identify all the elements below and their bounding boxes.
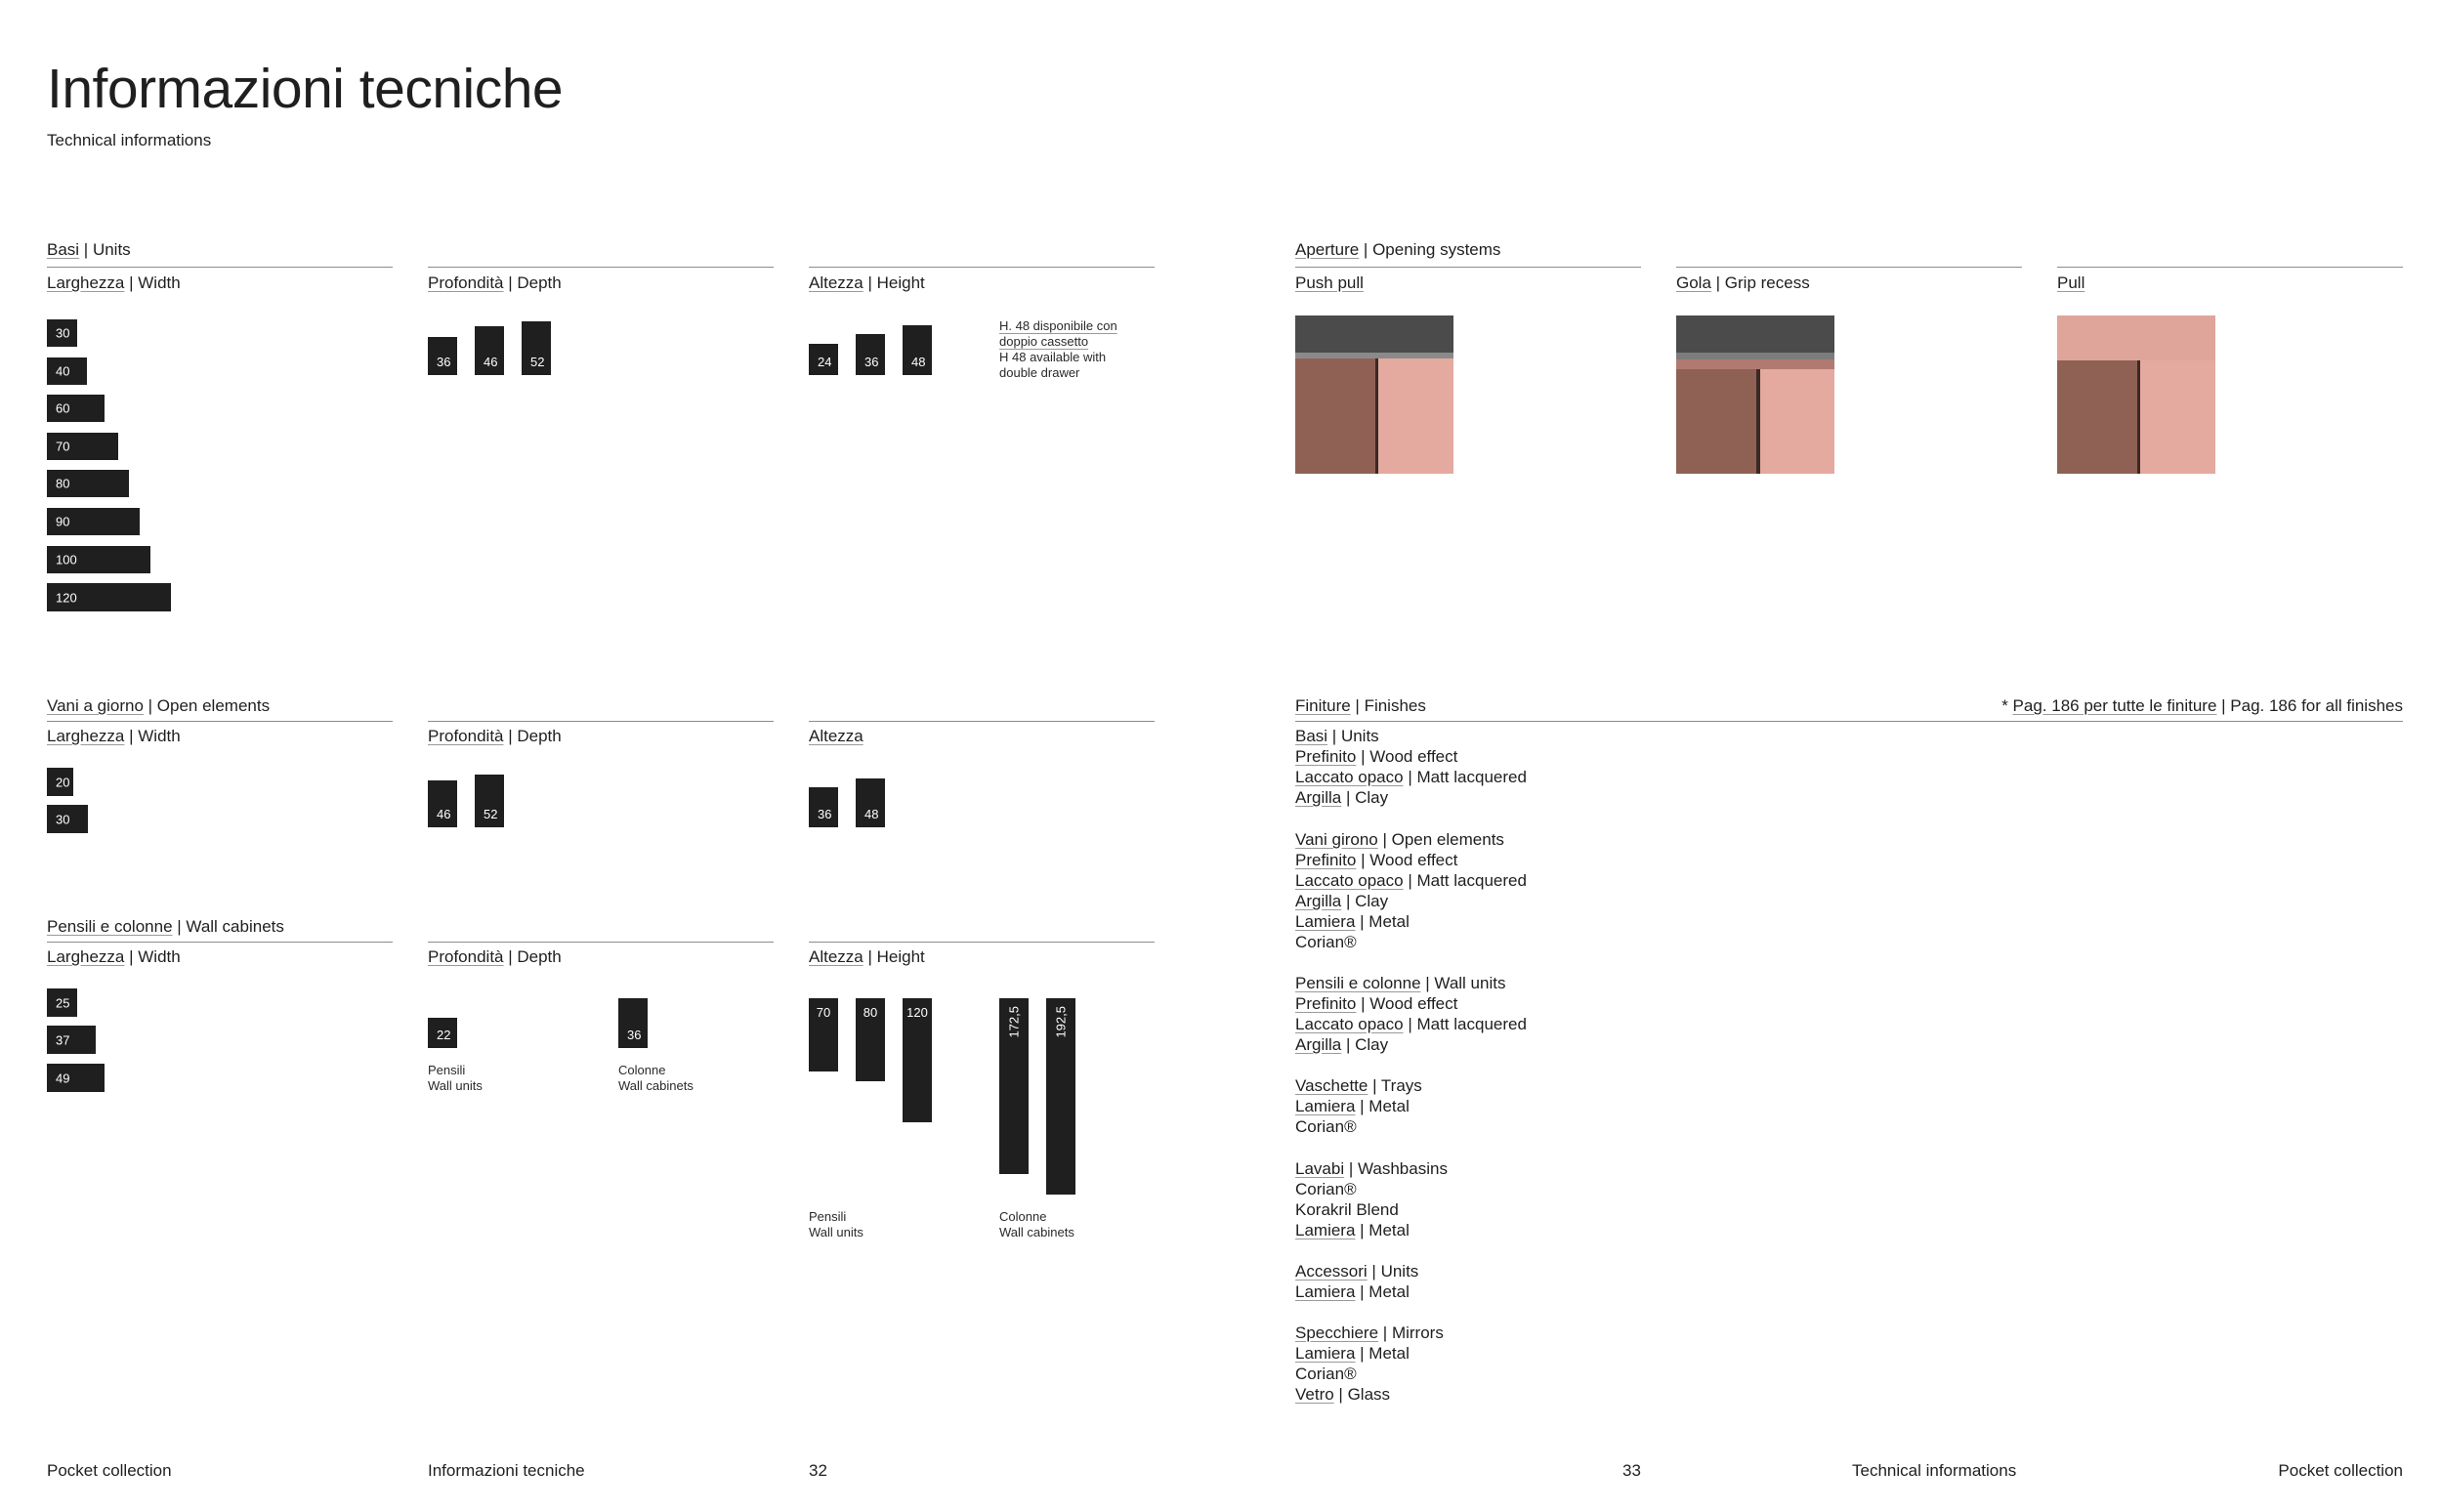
opening-heading: Aperture | Opening systems	[1295, 240, 1501, 259]
separator: |	[1355, 1097, 1369, 1115]
wall-height-bar	[856, 998, 885, 1081]
depth-label-en: Depth	[517, 947, 562, 966]
separator: |	[1377, 830, 1392, 849]
finishes-divider	[1295, 721, 2403, 722]
depth-label-en: Depth	[517, 727, 562, 745]
height-note-line: double drawer	[999, 365, 1080, 380]
finish-item-it: Laccato opaco	[1295, 768, 1404, 786]
finish-group-title-it: Vaschette	[1295, 1076, 1368, 1095]
open-height-value: 48	[864, 807, 879, 821]
page-subtitle: Technical informations	[47, 131, 212, 149]
unit-width-value: 40	[56, 363, 70, 379]
grip-heading: Gola | Grip recess	[1676, 273, 1810, 292]
opening-divider	[1295, 267, 1641, 268]
swatch-top	[1295, 315, 1453, 353]
unit-height-bar	[809, 344, 838, 375]
finish-group-title-it: Lavabi	[1295, 1159, 1345, 1178]
finish-group-title	[1295, 1261, 1881, 1281]
finish-item-it: Vetro	[1295, 1385, 1334, 1404]
width-label-it: Larghezza	[47, 727, 125, 745]
finish-item-en: Clay	[1355, 1035, 1389, 1054]
finish-item-en: Wood effect	[1369, 747, 1458, 766]
height-label-en: Height	[876, 947, 925, 966]
finish-item	[1295, 746, 1881, 767]
separator: |	[1341, 788, 1356, 807]
grip-divider	[1676, 267, 2022, 268]
finish-group-title-it: Vani girono	[1295, 830, 1378, 849]
label-wall-en: Wall units	[809, 1225, 863, 1239]
page-title: Informazioni tecniche	[47, 58, 564, 120]
height-label-it: Altezza	[809, 727, 863, 745]
finish-item	[1295, 932, 1881, 952]
finish-item-en: Matt lacquered	[1416, 768, 1527, 786]
unit-width-value: 70	[56, 439, 70, 454]
finish-group-title-en: Wall units	[1434, 974, 1506, 992]
separator: |	[1341, 892, 1356, 910]
finish-item	[1295, 1116, 1881, 1137]
unit-width-bar	[47, 470, 129, 497]
units-heading-it: Basi	[47, 240, 80, 259]
open-elements-heading-it: Vani a giorno	[47, 696, 144, 715]
grip-label-it: Gola	[1676, 273, 1711, 292]
unit-width-bar	[47, 508, 140, 535]
finish-group-title-it: Basi	[1295, 727, 1328, 745]
finish-item	[1295, 1096, 1881, 1116]
wall-depth-column-label	[618, 1063, 694, 1094]
finish-group-title	[1295, 973, 1881, 993]
finish-item-it: Laccato opaco	[1295, 871, 1404, 890]
wall-height-heading: Altezza | Height	[809, 947, 925, 966]
unit-width-value: 90	[56, 514, 70, 529]
open-width-value: 30	[56, 812, 70, 826]
height-note-line: H 48 available with	[999, 350, 1107, 364]
wall-height-divider	[809, 942, 1155, 943]
finish-item-en: Metal	[1368, 1344, 1410, 1363]
finish-item-it: Prefinito	[1295, 994, 1357, 1013]
wall-cabinets-heading: Pensili e colonne | Wall cabinets	[47, 917, 284, 936]
finish-group	[1295, 1158, 1881, 1240]
finish-item	[1295, 1384, 1881, 1405]
width-label-it: Larghezza	[47, 273, 125, 292]
swatch-edge	[1295, 353, 1453, 358]
open-depth-value: 46	[437, 807, 451, 821]
finishes-heading-en: Finishes	[1364, 696, 1426, 715]
column-depth-value: 36	[627, 1028, 642, 1042]
column-height-bar	[1046, 998, 1075, 1195]
label-wall-it: Pensili	[809, 1209, 847, 1224]
column-depth-bar	[618, 998, 648, 1048]
width-label-en: Width	[138, 273, 181, 292]
finish-group-title-it: Accessori	[1295, 1262, 1368, 1281]
finish-item	[1295, 1034, 1881, 1055]
finish-item	[1295, 1364, 1881, 1384]
units-depth-heading: Profondità | Depth	[428, 273, 562, 292]
grip-label-en: Grip recess	[1724, 273, 1810, 292]
finish-group	[1295, 829, 1881, 952]
open-width-bar	[47, 768, 73, 796]
width-label-it: Larghezza	[47, 947, 125, 966]
separator: |	[1403, 871, 1417, 890]
height-note-line: H. 48 disponibile con	[999, 318, 1117, 333]
separator: |	[1355, 1282, 1369, 1301]
open-height-bar	[856, 778, 885, 827]
label-column-it: Colonne	[999, 1209, 1047, 1224]
unit-width-value: 120	[56, 590, 77, 605]
height-note-line: doppio cassetto	[999, 334, 1089, 349]
open-elements-heading: Vani a giorno | Open elements	[47, 696, 271, 715]
column-height-value: 172,5	[1006, 1006, 1022, 1038]
finish-item-it: Lamiera	[1295, 1097, 1356, 1115]
separator: |	[1355, 1344, 1369, 1363]
finish-item-it: Lamiera	[1295, 1282, 1356, 1301]
finish-item	[1295, 1220, 1881, 1240]
separator: |	[1355, 1221, 1369, 1239]
separator: |	[1356, 747, 1370, 766]
separator: |	[1341, 1035, 1356, 1054]
finish-item-label: Corian®	[1295, 1117, 1357, 1136]
wall-width-bar	[47, 988, 77, 1017]
unit-width-value: 100	[56, 552, 77, 567]
finish-group	[1295, 1261, 1881, 1302]
finish-item-en: Clay	[1355, 892, 1389, 910]
separator: |	[1333, 1385, 1348, 1404]
finish-item-it: Laccato opaco	[1295, 1015, 1404, 1033]
separator: |	[1344, 1159, 1358, 1178]
width-label-en: Width	[138, 727, 181, 745]
finish-item	[1295, 787, 1881, 808]
finish-item	[1295, 850, 1881, 870]
finish-item-it: Argilla	[1295, 892, 1342, 910]
finish-group-title-en: Units	[1380, 1262, 1419, 1281]
unit-width-bar	[47, 583, 171, 611]
wall-height-column-label	[999, 1209, 1074, 1240]
finish-item	[1295, 870, 1881, 891]
footer-brand-right: Pocket collection	[2278, 1461, 2403, 1480]
pull-label: Pull	[2057, 273, 2085, 292]
finish-item-it: Lamiera	[1295, 1344, 1356, 1363]
separator: |	[1403, 768, 1417, 786]
finish-item-en: Wood effect	[1369, 994, 1458, 1013]
finish-item-en: Metal	[1368, 1282, 1410, 1301]
push-pull-label: Push pull	[1295, 273, 1364, 292]
footer-page-right: 33	[1622, 1461, 1641, 1480]
finish-item	[1295, 891, 1881, 911]
unit-width-bar	[47, 546, 150, 573]
label-wall-en: Wall units	[428, 1078, 483, 1093]
finish-group-title	[1295, 726, 1881, 746]
open-elements-heading-en: Open elements	[156, 696, 271, 715]
separator: |	[1420, 974, 1435, 992]
unit-width-value: 80	[56, 476, 70, 491]
finish-item-en: Wood effect	[1369, 851, 1458, 869]
finish-item-it: Lamiera	[1295, 1221, 1356, 1239]
finish-item-en: Matt lacquered	[1416, 871, 1527, 890]
finish-item-it: Argilla	[1295, 788, 1342, 807]
label-wall-it: Pensili	[428, 1063, 466, 1077]
open-depth-divider	[428, 721, 774, 722]
finish-item	[1295, 993, 1881, 1014]
opening-heading-it: Aperture	[1295, 240, 1360, 259]
finish-item-it: Prefinito	[1295, 747, 1357, 766]
wall-cabinets-divider	[47, 942, 393, 943]
open-height-heading	[809, 727, 863, 746]
unit-height-bar	[856, 334, 885, 375]
note-en: Pag. 186 for all finishes	[2230, 696, 2403, 715]
open-height-bar	[809, 787, 838, 827]
wall-width-value: 25	[56, 995, 70, 1010]
open-height-divider	[809, 721, 1155, 722]
unit-width-value: 60	[56, 400, 70, 416]
finish-group-title	[1295, 1158, 1881, 1179]
finish-group	[1295, 973, 1881, 1055]
wall-height-value: 70	[816, 1005, 831, 1020]
width-label-en: Width	[138, 947, 181, 966]
unit-depth-bar	[522, 321, 551, 375]
push-pull-swatch	[1295, 315, 1453, 474]
finish-group-title	[1295, 1075, 1881, 1096]
height-label-en: Height	[876, 273, 925, 292]
open-height-value: 36	[818, 807, 832, 821]
pull-heading	[2057, 273, 2084, 293]
unit-width-bar	[47, 319, 77, 347]
separator: |	[1356, 851, 1370, 869]
swatch-edge	[1676, 353, 1834, 359]
separator: |	[1367, 1262, 1381, 1281]
finish-item	[1295, 1281, 1881, 1302]
finish-item-it: Prefinito	[1295, 851, 1357, 869]
finish-item-en: Metal	[1368, 1221, 1410, 1239]
wall-depth-divider	[428, 942, 774, 943]
finish-group-title	[1295, 829, 1881, 850]
swatch-top	[1676, 315, 1834, 353]
finish-group-title-it: Specchiere	[1295, 1323, 1379, 1342]
finish-item-label: Korakril Blend	[1295, 1200, 1399, 1219]
finish-item	[1295, 767, 1881, 787]
footer-brand-left: Pocket collection	[47, 1461, 172, 1480]
finishes-note: * Pag. 186 per tutte le finiture | Pag. 186 for all finishes	[2001, 696, 2403, 715]
finish-group-title-en: Trays	[1380, 1076, 1422, 1095]
height-label-it: Altezza	[809, 273, 863, 292]
unit-height-value: 24	[818, 355, 832, 369]
unit-width-bar	[47, 357, 87, 385]
open-depth-bar	[428, 780, 457, 827]
finish-item-label: Corian®	[1295, 933, 1357, 951]
column-height-bar	[999, 998, 1029, 1174]
finish-item	[1295, 911, 1881, 932]
wall-cabinets-heading-it: Pensili e colonne	[47, 917, 173, 936]
wall-width-bar	[47, 1064, 105, 1092]
units-divider	[47, 267, 393, 268]
opening-heading-en: Opening systems	[1372, 240, 1501, 259]
open-width-bar	[47, 805, 88, 833]
unit-height-bar	[903, 325, 932, 375]
depth-label-it: Profondità	[428, 727, 504, 745]
wall-height-bar	[809, 998, 838, 1071]
height-label-it: Altezza	[809, 947, 863, 966]
finish-group-title-en: Open elements	[1391, 830, 1504, 849]
depth-label-it: Profondità	[428, 947, 504, 966]
swatch-recess	[1676, 359, 1834, 369]
open-depth-heading: Profondità | Depth	[428, 727, 562, 745]
wall-cabinets-heading-en: Wall cabinets	[186, 917, 284, 936]
footer-section-left: Informazioni tecniche	[428, 1461, 585, 1480]
finish-group	[1295, 1323, 1881, 1405]
finish-item	[1295, 1199, 1881, 1220]
label-column-it: Colonne	[618, 1063, 666, 1077]
label-column-en: Wall cabinets	[999, 1225, 1074, 1239]
height-note	[999, 318, 1117, 381]
separator: |	[1378, 1323, 1392, 1342]
separator: |	[1368, 1076, 1381, 1095]
finish-group-title-it: Pensili e colonne	[1295, 974, 1421, 992]
open-depth-bar	[475, 775, 504, 827]
depth-label-it: Profondità	[428, 273, 504, 292]
finish-item-en: Matt lacquered	[1416, 1015, 1527, 1033]
footer-section-right: Technical informations	[1852, 1461, 2017, 1480]
unit-height-value: 48	[911, 355, 926, 369]
finish-item	[1295, 1343, 1881, 1364]
wall-depth-heading: Profondità | Depth	[428, 947, 562, 966]
note-prefix: *	[2001, 696, 2013, 715]
swatch-top	[2057, 315, 2215, 360]
finish-group	[1295, 1075, 1881, 1137]
wall-width-bar	[47, 1026, 96, 1054]
units-depth-divider	[428, 267, 774, 268]
note-it: Pag. 186 per tutte le finiture	[2012, 696, 2217, 715]
wall-depth-bar	[428, 1018, 457, 1048]
open-width-heading: Larghezza | Width	[47, 727, 181, 745]
wall-height-wall-label	[809, 1209, 863, 1240]
wall-height-bar	[903, 998, 932, 1122]
pull-swatch	[2057, 315, 2215, 474]
unit-width-bar	[47, 395, 105, 422]
separator: |	[1356, 994, 1370, 1013]
unit-width-bar	[47, 433, 118, 460]
finish-item-en: Clay	[1355, 788, 1389, 807]
push-pull-heading	[1295, 273, 1364, 293]
units-height-heading: Altezza | Height	[809, 273, 925, 292]
finish-group-title-en: Mirrors	[1391, 1323, 1444, 1342]
separator: |	[1403, 1015, 1417, 1033]
unit-depth-bar	[428, 337, 457, 375]
finish-item	[1295, 1014, 1881, 1034]
units-section-heading: Basi | Units	[47, 240, 131, 259]
finish-item-en: Metal	[1368, 1097, 1410, 1115]
unit-height-value: 36	[864, 355, 879, 369]
wall-depth-value: 22	[437, 1028, 451, 1042]
finish-item-en: Metal	[1368, 912, 1410, 931]
finish-group	[1295, 726, 1881, 808]
finish-item-it: Lamiera	[1295, 912, 1356, 931]
open-width-value: 20	[56, 775, 70, 789]
wall-width-heading: Larghezza | Width	[47, 947, 181, 966]
unit-depth-value: 52	[530, 355, 545, 369]
finish-item-it: Argilla	[1295, 1035, 1342, 1054]
units-heading-en: Units	[92, 240, 131, 259]
finish-group-title-en: Washbasins	[1357, 1159, 1448, 1178]
unit-depth-value: 36	[437, 355, 451, 369]
column-height-value: 192,5	[1053, 1006, 1069, 1038]
wall-width-value: 49	[56, 1071, 70, 1085]
open-depth-value: 52	[484, 807, 498, 821]
unit-depth-bar	[475, 326, 504, 375]
wall-depth-wall-label	[428, 1063, 483, 1094]
separator: |	[1327, 727, 1341, 745]
finishes-heading: Finiture | Finishes	[1295, 696, 1426, 715]
units-height-divider	[809, 267, 1155, 268]
finish-group-title	[1295, 1323, 1881, 1343]
finish-item-label: Corian®	[1295, 1180, 1357, 1198]
pull-divider	[2057, 267, 2403, 268]
finish-item-label: Corian®	[1295, 1365, 1357, 1383]
units-width-heading: Larghezza | Width	[47, 273, 181, 292]
wall-height-value: 120	[906, 1005, 928, 1020]
wall-width-value: 37	[56, 1032, 70, 1047]
wall-height-value: 80	[863, 1005, 878, 1020]
finish-item	[1295, 1179, 1881, 1199]
grip-swatch	[1676, 315, 1834, 474]
open-elements-divider	[47, 721, 393, 722]
unit-width-value: 30	[56, 325, 70, 341]
finish-item-en: Glass	[1347, 1385, 1391, 1404]
separator: |	[1355, 912, 1369, 931]
depth-label-en: Depth	[517, 273, 562, 292]
unit-depth-value: 46	[484, 355, 498, 369]
finish-group-title-en: Units	[1340, 727, 1379, 745]
finishes-heading-it: Finiture	[1295, 696, 1351, 715]
footer-page-left: 32	[809, 1461, 827, 1480]
label-column-en: Wall cabinets	[618, 1078, 694, 1093]
